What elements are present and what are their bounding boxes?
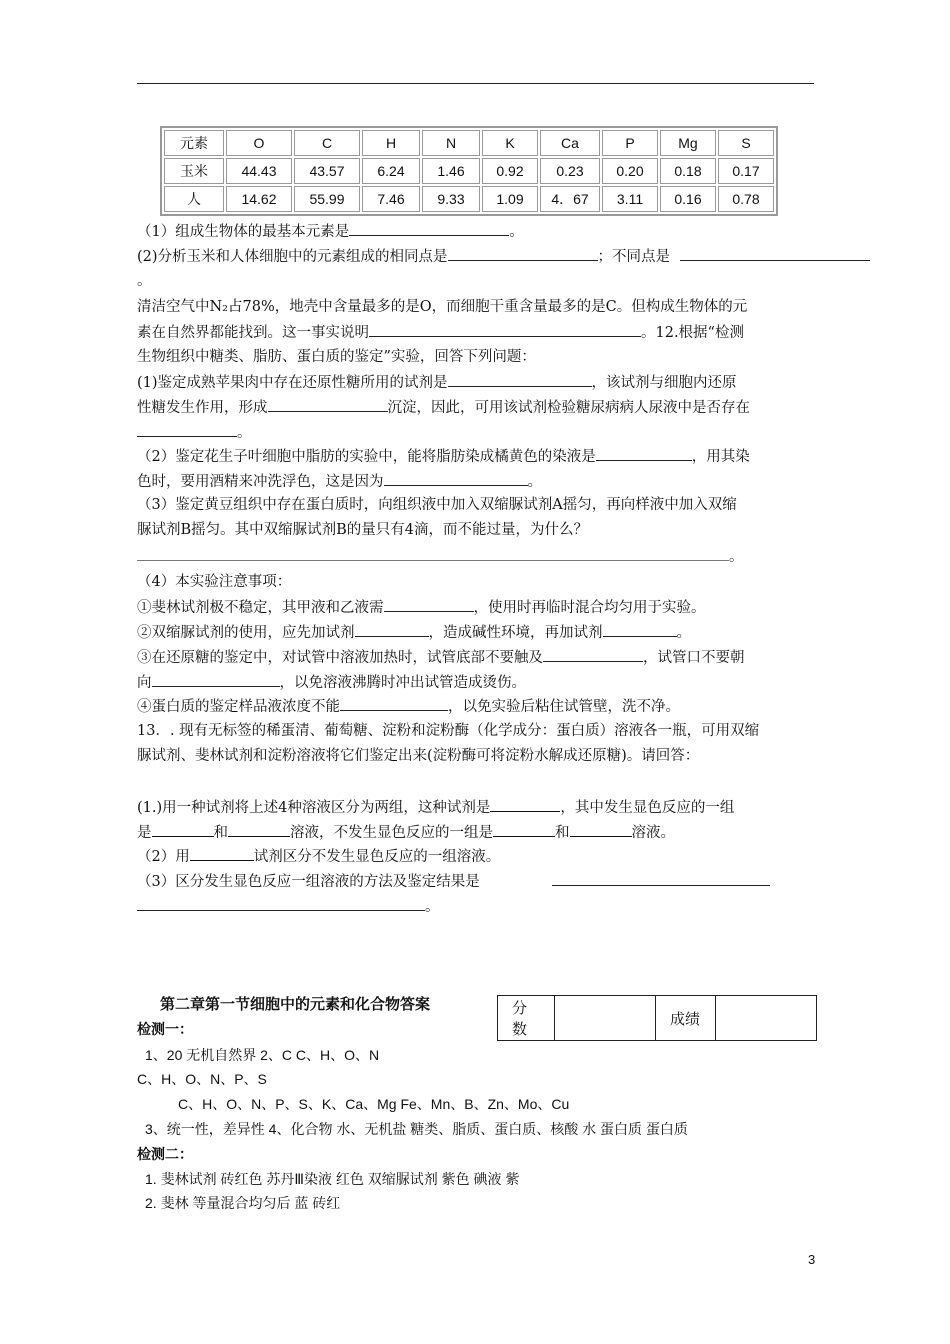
answer-line: 1、20 无机自然界 2、C C、H、O、N: [145, 1047, 380, 1063]
table-cell: 14.62: [226, 186, 292, 212]
answer-line: C、H、O、N、P、S: [137, 1071, 267, 1087]
answers-title: 第二章第一节细胞中的元素和化合物答案: [160, 996, 431, 1013]
table-row: [164, 158, 774, 184]
table-cell: 7.46: [362, 186, 420, 212]
table-cell: 0.78: [718, 186, 774, 212]
table-cell: 1.46: [422, 158, 480, 184]
table-cell: Ca: [540, 130, 600, 156]
question-line: (1)鉴定成熟苹果肉中存在还原性糖所用的试剂是 ，该试剂与细胞内还原: [137, 372, 737, 393]
page-number: 3: [808, 1252, 816, 1267]
answer-blank[interactable]: [596, 446, 692, 461]
table-cell: 1.09: [482, 186, 538, 212]
header-rule: [137, 83, 814, 84]
answer-blank[interactable]: [680, 246, 870, 261]
table-cell: 0.18: [660, 158, 716, 184]
question-line: (1.)用一种试剂将上述4种溶液区分为两组，这种试剂是 ，其中发生显色反应的一组: [137, 797, 734, 818]
answers-subheading: 检测二：: [137, 1146, 193, 1162]
answer-blank[interactable]: [349, 221, 509, 236]
paragraph-line: 生物组织中糖类、脂肪、蛋白质的鉴定”实验，回答下列问题：: [137, 349, 536, 365]
answer-blank[interactable]: [384, 471, 528, 486]
answer-blank[interactable]: [137, 546, 729, 561]
answer-blank[interactable]: [355, 622, 429, 637]
answer-blank[interactable]: [490, 797, 560, 812]
table-cell: O: [226, 130, 292, 156]
question-line: 向 ，以免溶液沸腾时冲出试管造成烫伤。: [137, 672, 526, 693]
table-cell: 0.16: [660, 186, 716, 212]
answer-blank[interactable]: [384, 597, 474, 612]
table-cell: H: [362, 130, 420, 156]
question-line: ①斐林试剂极不稳定，其甲液和乙液需 ，使用时再临时混合均匀用于实验。: [137, 597, 706, 618]
grade-input[interactable]: [716, 996, 817, 1041]
answer-blank[interactable]: [493, 822, 555, 837]
answer-blank[interactable]: [137, 422, 237, 437]
question-line: 是 和 溶液，不发生显色反应的一组是 和 溶液。: [137, 822, 675, 843]
table-cell: 人: [164, 186, 224, 212]
table-cell: 44.43: [226, 158, 292, 184]
answers-subheading: 检测一：: [137, 1021, 193, 1037]
answer-blank[interactable]: [448, 372, 592, 387]
question-line: 。: [137, 273, 152, 289]
answer-blank[interactable]: [228, 822, 290, 837]
question-line: ②双缩脲试剂的使用，应先加试剂 ，造成碱性环境，再加试剂 。: [137, 622, 691, 643]
answer-blank[interactable]: [543, 647, 643, 662]
element-table: [160, 126, 778, 216]
question-line: 。: [137, 896, 440, 917]
question-line: ④蛋白质的鉴定样品液浓度不能 ，以免实验后粘住试管壁，洗不净。: [137, 696, 680, 717]
table-cell: 55.99: [294, 186, 360, 212]
question-line: （3）区分发生显色反应一组溶液的方法及鉴定结果是: [137, 871, 770, 892]
score-input[interactable]: [555, 996, 656, 1041]
question-line: (2)分析玉米和人体细胞中的元素组成的相同点是 ；不同点是: [137, 246, 870, 267]
table-cell: K: [482, 130, 538, 156]
table-cell: Mg: [660, 130, 716, 156]
table-cell: 6.24: [362, 158, 420, 184]
paragraph-line: 素在自然界都能找到。这一事实说明 。12.根据“检测: [137, 322, 744, 343]
question-line: 。: [137, 422, 252, 443]
answer-blank[interactable]: [552, 871, 770, 886]
table-cell: 0.20: [602, 158, 658, 184]
answer-blank[interactable]: [603, 622, 677, 637]
table-cell: C: [294, 130, 360, 156]
question-line: 。: [137, 546, 744, 567]
score-label: 分数: [498, 996, 555, 1041]
table-cell: 43.57: [294, 158, 360, 184]
score-box: [497, 995, 817, 1041]
answer-blank[interactable]: [448, 246, 598, 261]
question-line: ③在还原糖的鉴定中，对试管中溶液加热时，试管底部不要触及 ，试管口不要朝: [137, 647, 745, 668]
answer-blank[interactable]: [137, 896, 425, 911]
table-cell: 0.23: [540, 158, 600, 184]
table-cell: 0.92: [482, 158, 538, 184]
table-cell: 9.33: [422, 186, 480, 212]
answer-line: 3、统一性，差异性 4、化合物 水、无机盐 糖类、脂质、蛋白质、核酸 水 蛋白质 蛋白质: [145, 1121, 688, 1137]
table-cell: 4．67: [540, 186, 600, 212]
answer-line: 1. 斐林试剂 砖红色 苏丹Ⅲ染液 红色 双缩脲试剂 紫色 碘液 紫: [145, 1171, 520, 1187]
question-line: 色时，要用酒精来冲洗浮色，这是因为 。: [137, 471, 542, 492]
question-line: （2）鉴定花生子叶细胞中脂肪的实验中，能将脂肪染成橘黄色的染液是 ，用其染: [137, 446, 750, 467]
table-cell: N: [422, 130, 480, 156]
question-line: 性糖发生作用，形成 沉淀，因此，可用该试剂检验糖尿病病人尿液中是否存在: [137, 397, 750, 418]
answer-blank[interactable]: [190, 846, 254, 861]
question-line: 脲试剂B摇匀。其中双缩脲试剂B的量只有4滴，而不能过量，为什么？: [137, 522, 589, 538]
question-line: （2）用 试剂区分不发生显色反应的一组溶液。: [137, 846, 500, 867]
grade-label: 成绩: [656, 996, 716, 1041]
question-line: （1）组成生物体的最基本元素是 。: [137, 221, 524, 242]
table-cell: 元素: [164, 130, 224, 156]
table-row: [164, 130, 774, 156]
question-line: 脲试剂、斐林试剂和淀粉溶液将它们鉴定出来(淀粉酶可将淀粉水解成还原糖)。请回答：: [137, 748, 700, 764]
table-row: [164, 186, 774, 212]
table-cell: S: [718, 130, 774, 156]
answer-blank[interactable]: [570, 822, 632, 837]
answer-blank[interactable]: [152, 822, 214, 837]
table-cell: 3.11: [602, 186, 658, 212]
answer-blank[interactable]: [152, 672, 280, 687]
answer-blank[interactable]: [340, 696, 448, 711]
question-line: （4）本实验注意事项：: [137, 574, 292, 590]
table-cell: P: [602, 130, 658, 156]
answer-blank[interactable]: [369, 322, 641, 337]
table-cell: 0.17: [718, 158, 774, 184]
answer-line: C、H、O、N、P、S、K、Ca、Mg Fe、Mn、B、Zn、Mo、Cu: [178, 1096, 570, 1112]
answer-blank[interactable]: [268, 397, 388, 412]
question-line: 13．. 现有无标签的稀蛋清、葡萄糖、淀粉和淀粉酶（化学成分：蛋白质）溶液各一瓶，可用双缩: [137, 723, 760, 739]
answer-line: 2. 斐林 等量混合均匀后 蓝 砖红: [145, 1195, 341, 1211]
table-cell: 玉米: [164, 158, 224, 184]
question-line: （3）鉴定黄豆组织中存在蛋白质时，向组织液中加入双缩脲试剂A摇匀，再向样液中加入双缩: [137, 497, 737, 513]
table-row: [498, 996, 817, 1041]
paragraph-line: 清洁空气中N₂占78%，地壳中含量最多的是O，而细胞干重含量最多的是C。但构成生物体的元: [137, 299, 748, 315]
